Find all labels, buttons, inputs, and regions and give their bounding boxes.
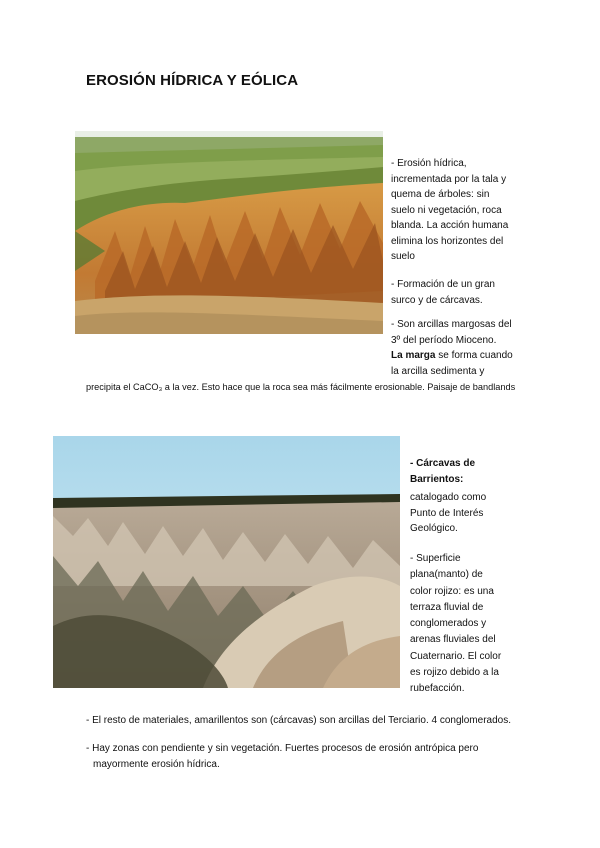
- section1-paragraph-wide: precipita el CaCO₃ a la vez. Esto hace que la roca sea más fácilmente erosionable. Paisaje de bandlands: [86, 382, 516, 392]
- section2-heading: - Cárcavas de Barrientos:: [410, 458, 476, 485]
- carcavas-photo: [53, 436, 400, 688]
- section2-paragraph-1: catalogado como Punto de Interés Geológico.: [410, 492, 487, 534]
- section1-paragraph-3: - Son arcillas margosas del 3º del período Mioceno. La marga se forma cuando la arcilla sedimenta y: [391, 319, 513, 377]
- page-title: EROSIÓN HÍDRICA Y EÓLICA: [86, 72, 299, 89]
- section2-paragraph-2: - Superficie plana(manto) de color rojizo: es una terraza fluvial de conglomerados y arenas fluviales del Cuaternario. El color es rojizo debido a la rubefacción.: [410, 553, 502, 695]
- section1-paragraph-2: - Formación de un gran surco y de cárcavas.: [391, 279, 495, 306]
- marga-bold: La marga: [391, 350, 436, 361]
- section2-bullet-2: - Hay zonas con pendiente y sin vegetación. Fuertes procesos de erosión antrópica pero mayormente erosión hídrica.: [86, 743, 479, 770]
- badlands-photo: [75, 131, 383, 334]
- section2-bullet-1: - El resto de materiales, amarillentos son (cárcavas) son arcillas del Terciario. 4 conglomerados.: [86, 715, 511, 726]
- section1-paragraph-1: - Erosión hídrica, incrementada por la tala y quema de árboles: sin suelo ni vegetación, roca blanda. La acción humana elimina los horizontes del suelo: [391, 158, 509, 262]
